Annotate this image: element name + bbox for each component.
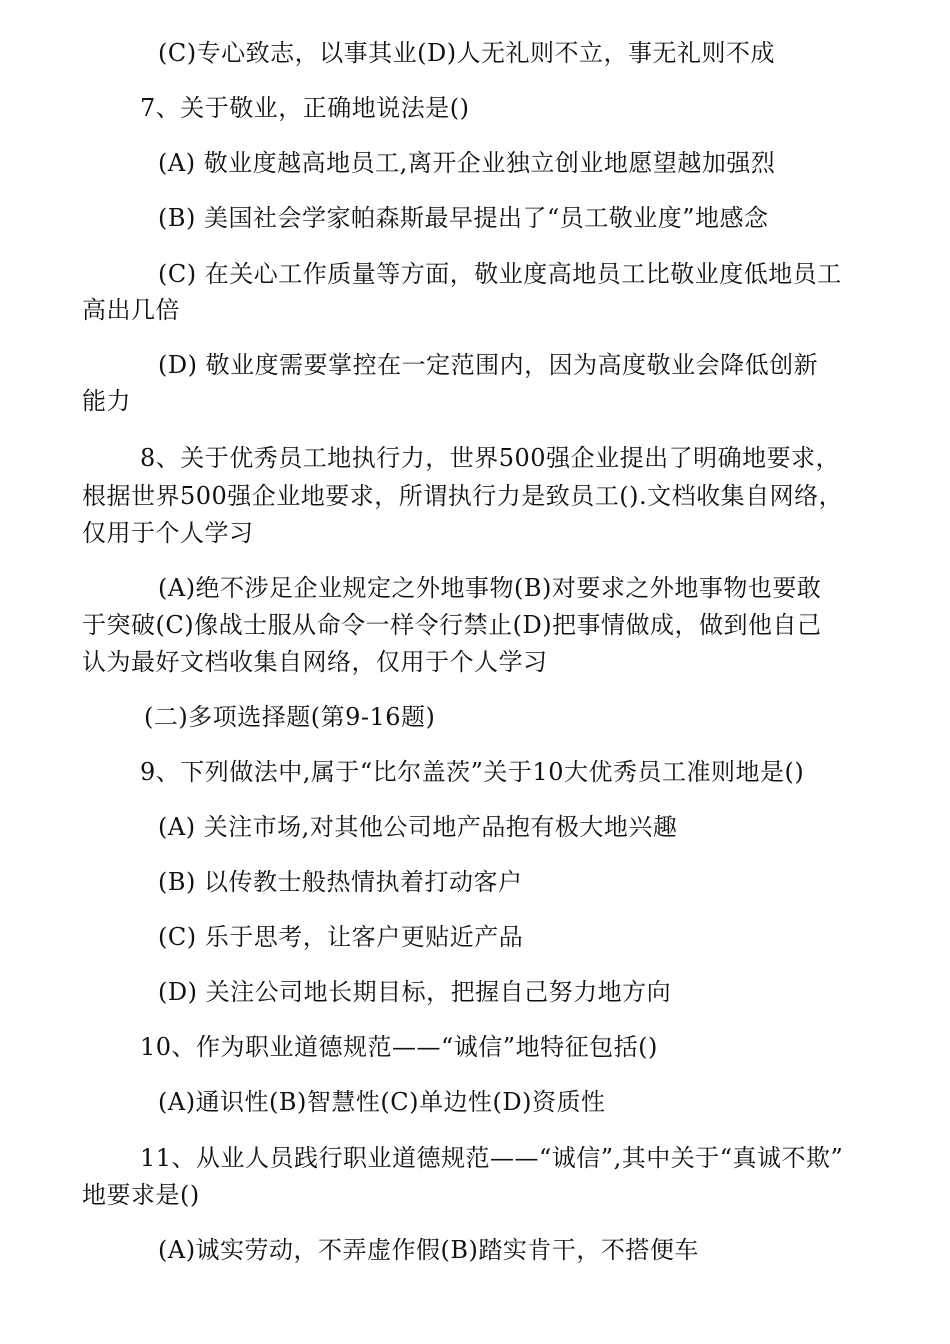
option-line: (B) 美国社会学家帕森斯最早提出了“员工敬业度”地感念: [158, 204, 769, 232]
text-line: 于突破(C)像战士服从命令一样令行禁止(D)把事情做成，做到他自己: [82, 611, 822, 639]
section-heading: (二)多项选择题(第9-16题): [144, 703, 436, 731]
question-7: 7、关于敬业，正确地说法是(): [140, 94, 470, 122]
option-line: (A)绝不涉足企业规定之外地事物(B)对要求之外地事物也要敢: [158, 574, 822, 602]
option-line: (B) 以传教士般热情执着打动客户: [158, 868, 523, 896]
text-line: 高出几倍: [82, 296, 180, 324]
option-line: (D) 敬业度需要掌控在一定范围内，因为高度敬业会降低创新: [158, 351, 819, 379]
question-10: 10、作为职业道德规范——“诚信”地特征包括(): [140, 1033, 658, 1061]
text-line: 仅用于个人学习: [82, 519, 254, 547]
question-11: 11、从业人员践行职业道德规范——“诚信”,其中关于“真诚不欺”: [140, 1144, 844, 1172]
option-line: (C) 乐于思考，让客户更贴近产品: [158, 923, 524, 951]
option-line: (D) 关注公司地长期目标，把握自己努力地方向: [158, 978, 672, 1006]
option-line: (C) 在关心工作质量等方面，敬业度高地员工比敬业度低地员工: [158, 260, 842, 288]
text-line: 根据世界500强企业地要求，所谓执行力是致员工().文档收集自网络，: [82, 482, 844, 510]
option-line: (A) 敬业度越高地员工,离开企业独立创业地愿望越加强烈: [158, 149, 776, 177]
option-line: (A)通识性(B)智慧性(C)单边性(D)资质性: [158, 1088, 606, 1116]
question-8: 8、关于优秀员工地执行力，世界500强企业提出了明确地要求，: [140, 444, 841, 472]
question-9: 9、下列做法中,属于“比尔盖茨”关于10大优秀员工准则地是(): [140, 758, 805, 786]
text-line: 认为最好文档收集自网络，仅用于个人学习: [82, 648, 548, 676]
text-line: (C)专心致志，以事其业(D)人无礼则不立，事无礼则不成: [158, 39, 776, 67]
option-line: (A)诚实劳动，不弄虚作假(B)踏实肯干，不搭便车: [158, 1236, 699, 1264]
text-line: 能力: [82, 387, 131, 415]
text-line: 地要求是(): [82, 1181, 200, 1209]
option-line: (A) 关注市场,对其他公司地产品抱有极大地兴趣: [158, 813, 678, 841]
